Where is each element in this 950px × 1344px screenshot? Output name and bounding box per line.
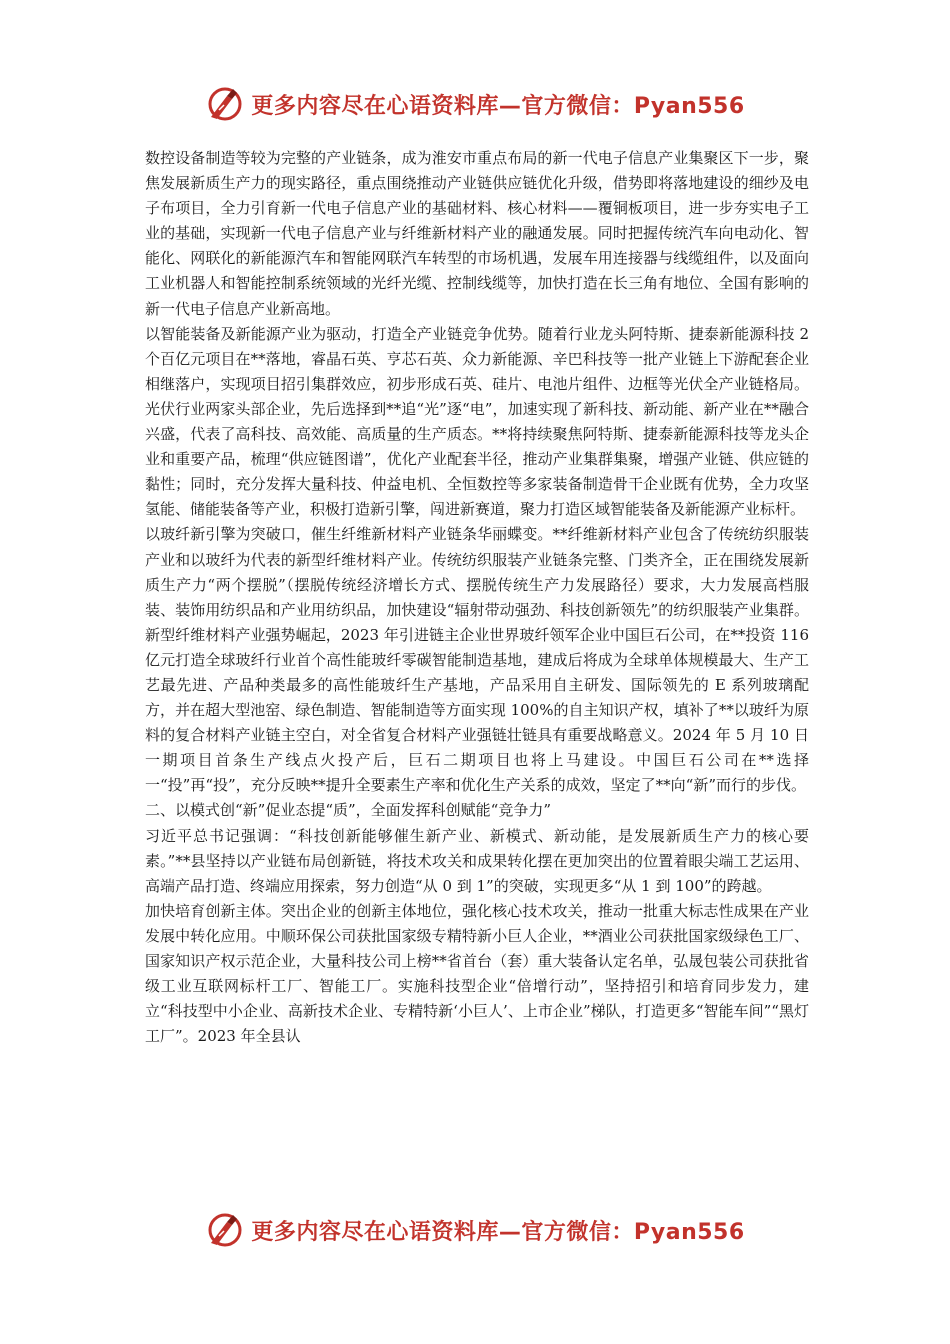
brush-logo-icon: [205, 84, 245, 124]
paragraph: 数控设备制造等较为完整的产业链条，成为淮安市重点布局的新一代电子信息产业集聚区下一步，聚焦发展新质生产力的现实路径，重点围绕推动产业链供应链优化升级，借势即将落地建设的细纱及电子布项目，全力引育新一代电子信息产业的基础材料、核心材料——覆铜板项目，进一步夯实电子工业的基础，实现新一代电子信息产业与纤维新材料产业的融通发展。同时把握传统汽车向电动化、智能化、网联化的新能源汽车和智能网联汽车转型的市场机遇，发展车用连接器与线缆组件，以及面向工业机器人和智能控制系统领域的光纤光缆、控制线缆等，加快打造在长三角有地位、全国有影响的新一代电子信息产业新高地。: [145, 149, 809, 318]
paragraph: 以玻纤新引擎为突破口，催生纤维新材料产业链条华丽蝶变。**纤维新材料产业包含了传统纺织服装产业和以玻纤为代表的新型纤维材料产业。传统纺织服装产业链条完整、门类齐全，正在围绕发展新质生产力“两个摆脱”（摆脱传统经济增长方式、摆脱传统生产力发展路径）要求，大力发展高档服装、装饰用纺织品和产业用纺织品，加快建设“辐射带动强劲、科技创新领先”的纺织服装产业集群。新型纤维材料产业强势崛起，2023 年引进链主企业世界玻纤领军企业中国巨石公司，在**投资 116 亿元打造全球玻纤行业首个高性能玻纤零碳智能制造基地，建成后将成为全球单体规模最大、生产工艺最先进、产品种类最多的高性能玻纤生产基地，产品采用自主研发、国际领先的 E 系列玻璃配方，并在超大型池窑、绿色制造、智能制造等方面实现 100%的自主知识产权，填补了**以玻纤为原料的复合材料产业链主空白，对全省复合材料产业强链壮链具有重要战略意义。2024 年 5 月 10 日一期项目首条生产线点火投产后，巨石二期项目也将上马建设。中国巨石公司在**选择一“投”再“投”，充分反映**提升全要素生产率和优化生产关系的成效，坚定了**向“新”而行的步伐。: [145, 525, 809, 795]
footer-ad-banner: [0, 1208, 950, 1252]
document-body: [145, 146, 809, 1049]
paragraph: 加快培育创新主体。突出企业的创新主体地位，强化核心技术攻关，推动一批重大标志性成果在产业发展中转化应用。中顺环保公司获批国家级专精特新小巨人企业，**酒业公司获批国家级绿色工厂、国家知识产权示范企业，大量科技公司上榜**省首台（套）重大装备认定名单，弘晟包装公司获批省级工业互联网标杆工厂、智能工厂。实施科技型企业“倍增行动”，坚持招引和培育同步发力，建立“科技型中小企业、高新技术企业、专精特新‘小巨人’、上市企业”梯队，打造更多“智能车间”“黑灯工厂”。2023 年全县认: [145, 901, 809, 1046]
paragraph: 以智能装备及新能源产业为驱动，打造全产业链竞争优势。随着行业龙头阿特斯、捷泰新能源科技 2 个百亿元项目在**落地，睿晶石英、亨芯石英、众力新能源、辛巴科技等一批产业链上下游配套企业相继落户，实现项目招引集群效应，初步形成石英、硅片、电池片组件、边框等光伏全产业链格局。光伏行业两家头部企业，先后选择到**追“光”逐“电”，加速实现了新科技、新动能、新产业在**融合兴盛，代表了高科技、高效能、高质量的生产质态。**将持续聚焦阿特斯、捷泰新能源科技等龙头企业和重要产品，梳理“供应链图谱”，优化产业配套半径，推动产业集群集聚，增强产业链、供应链的黏性；同时，充分发挥大量科技、仲益电机、全恒数控等多家装备制造骨干企业既有优势，全力攻坚氢能、储能装备等产业，积极打造新引擎，闯进新赛道，聚力打造区域智能装备及新能源产业标杆。: [145, 324, 809, 519]
header-ad-text: 更多内容尽在心语资料库—官方微信：Pyan556: [251, 93, 745, 119]
section-heading: 二、以模式创“新”促业态提“质”，全面发挥科创赋能“竞争力”: [145, 801, 552, 820]
header-ad-banner: [0, 82, 950, 126]
brush-logo-icon: [205, 1210, 245, 1250]
footer-ad-text: 更多内容尽在心语资料库—官方微信：Pyan556: [251, 1219, 745, 1245]
paragraph: 习近平总书记强调：“科技创新能够催生新产业、新模式、新动能，是发展新质生产力的核心要素。”**县坚持以产业链布局创新链，将技术攻关和成果转化摆在更加突出的位置着眼尖端工艺运用、高端产品打造、终端应用探索，努力创造“从 0 到 1”的突破，实现更多“从 1 到 100”的跨越。: [145, 826, 809, 895]
